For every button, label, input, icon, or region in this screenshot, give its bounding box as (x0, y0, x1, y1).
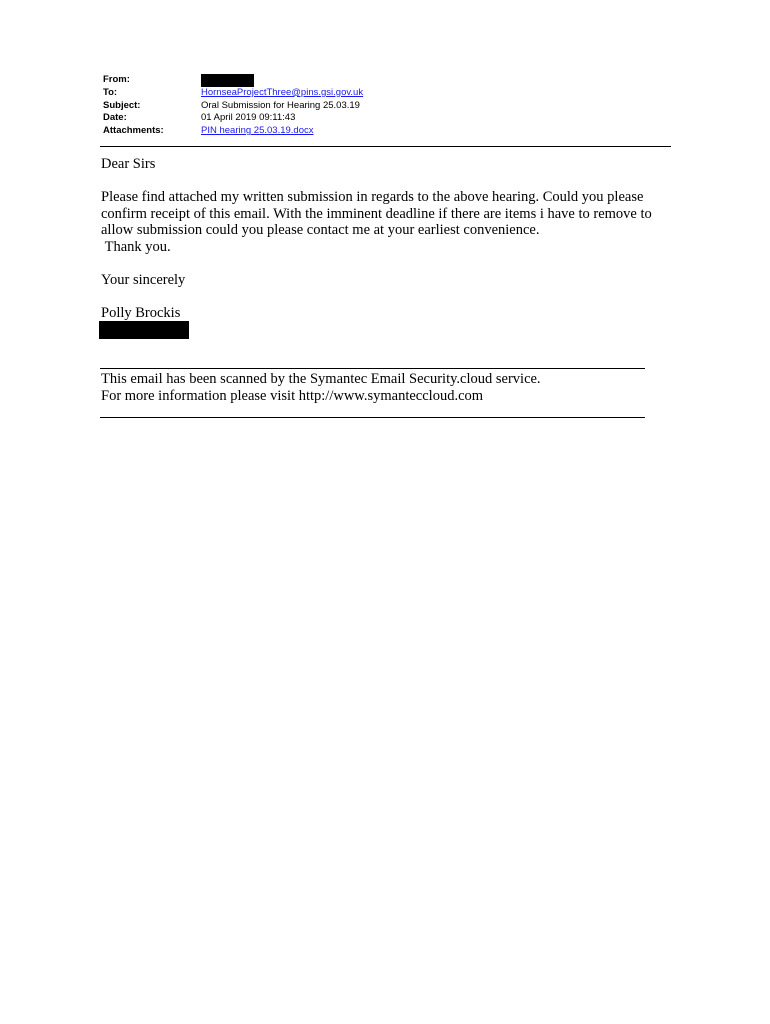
from-label: From: (103, 74, 130, 85)
subject-label: Subject: (103, 99, 141, 111)
to-row (103, 87, 363, 100)
redaction-box (201, 74, 254, 87)
scan-notice-line1: This email has been scanned by the Symantec Email Security.cloud service. (101, 371, 541, 387)
from-value-redacted (201, 74, 254, 87)
scan-notice (101, 371, 661, 404)
signature-redaction (99, 321, 189, 339)
email-header (103, 74, 363, 138)
signature-name: Polly Brockis (101, 304, 181, 321)
thanks-text: Thank you. (104, 238, 171, 255)
attachments-row (103, 125, 363, 138)
scan-notice-line2: For more information please visit http://www.symanteccloud.com (101, 387, 484, 404)
body-paragraph (101, 189, 681, 255)
body-text: Please find attached my written submission in regards to the above hearing. Could you please confirm receipt of this email. With the imminent deadline if there are items i have to remove to allow submission could you please contact me at your earliest convenience. (101, 189, 652, 238)
greeting: Dear Sirs (101, 156, 156, 172)
footer-divider-top (100, 368, 645, 369)
from-row (103, 74, 363, 87)
attachments-label: Attachments: (103, 125, 164, 137)
header-divider (100, 146, 671, 147)
subject-row (103, 100, 363, 113)
attachment-link[interactable]: PIN hearing 25.03.19.docx (201, 125, 314, 137)
email-body (101, 156, 681, 338)
date-row (103, 112, 363, 125)
date-label: Date: (103, 112, 127, 124)
date-value: 01 April 2019 09:11:43 (201, 112, 296, 124)
footer-divider-bottom (100, 417, 645, 418)
closing: Your sincerely (101, 271, 186, 288)
to-email-link[interactable]: HornseaProjectThree@pins.gsi.gov.uk (201, 86, 364, 98)
subject-value: Oral Submission for Hearing 25.03.19 (201, 99, 360, 111)
to-label: To: (103, 86, 118, 98)
